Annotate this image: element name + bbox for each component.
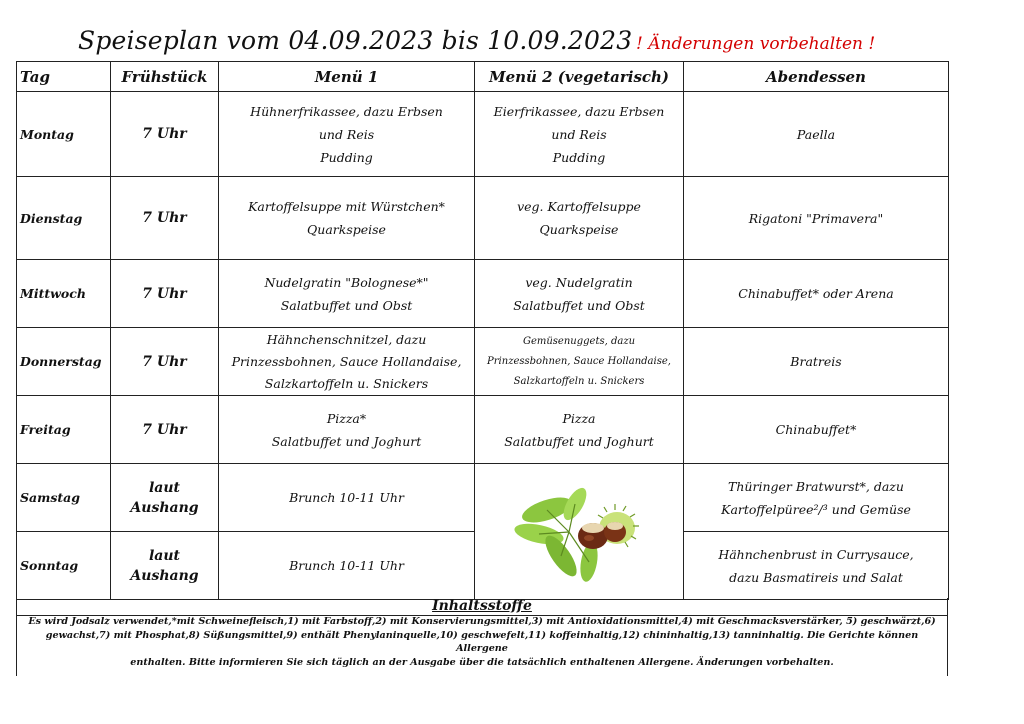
- ingredients-line: gewachst,7) mit Phosphat,8) Süßungsmittel,9) enthält Phenylaninquelle,10) geschwefelt,11) koffeinhaltig,12) chininhaltig,13) tanninhaltig. Die Gerichte können Allergene: [45, 629, 919, 654]
- menu-line: Paella: [796, 126, 836, 142]
- day-cell: Dienstag: [17, 177, 111, 260]
- dinner-cell: [684, 328, 949, 396]
- menu-line: Quarkspeise: [307, 222, 386, 237]
- menu-line: Gemüsenuggets, dazu: [522, 335, 636, 347]
- table-row: [17, 328, 949, 396]
- menu-line: Rigatoni "Primavera": [748, 210, 884, 226]
- menu-line: Nudelgratin "Bolognese*": [264, 274, 429, 290]
- table-row: [17, 464, 949, 532]
- breakfast-cell: 7 Uhr: [111, 177, 219, 260]
- chestnut-leaf-icon: [509, 482, 649, 582]
- table-header-row: [17, 62, 949, 92]
- breakfast-line: laut: [148, 479, 181, 496]
- dinner-cell: [684, 396, 949, 464]
- dinner-cell: [684, 464, 949, 532]
- menu2-cell: [475, 260, 684, 328]
- menu-line: Salatbuffet und Joghurt: [504, 433, 654, 449]
- column-header-day: Tag: [17, 62, 111, 92]
- day-cell: Sonntag: [17, 532, 111, 600]
- day-cell: Freitag: [17, 396, 111, 464]
- menu-line: Pudding: [320, 149, 373, 165]
- page-title: Speiseplan vom 04.09.2023 bis 10.09.2023: [78, 26, 633, 55]
- menu1-cell: [219, 396, 475, 464]
- menu-line: Thüringer Bratwurst*, dazu: [728, 478, 904, 494]
- menu-line: Pudding: [552, 149, 606, 165]
- day-cell: Mittwoch: [17, 260, 111, 328]
- weekend-menu2-image-cell: [475, 464, 684, 600]
- menu2-cell: [475, 396, 684, 464]
- menu1-cell: [219, 260, 475, 328]
- menu-line: Chinabuffet* oder Arena: [738, 286, 894, 301]
- table-row: [17, 177, 949, 260]
- breakfast-cell: 7 Uhr: [111, 396, 219, 464]
- breakfast-line: Aushang: [130, 567, 199, 584]
- menu-line: und Reis: [551, 126, 607, 142]
- menu-line: Prinzessbohnen, Sauce Hollandaise,: [487, 355, 671, 367]
- menu-line: Salzkartoffeln u. Snickers: [513, 375, 645, 387]
- menu-line: Salatbuffet und Obst: [280, 297, 413, 313]
- meal-plan-table: [16, 61, 949, 600]
- day-cell: Montag: [17, 92, 111, 177]
- menu-line: Bratreis: [790, 354, 842, 369]
- menu-line: Kartoffelsuppe mit Würstchen*: [248, 199, 445, 214]
- table-row: [17, 260, 949, 328]
- menu-line: Prinzessbohnen, Sauce Hollandaise,: [231, 353, 462, 369]
- menu-line: Eierfrikassee, dazu Erbsen: [493, 103, 665, 119]
- menu-line: Quarkspeise: [539, 222, 619, 237]
- menu-line: veg. Nudelgratin: [525, 274, 633, 290]
- table-row: [17, 396, 949, 464]
- menu1-cell: [219, 532, 475, 600]
- menu-line: Pizza*: [326, 410, 367, 426]
- menu2-cell: [475, 328, 684, 396]
- menu-line: Brunch 10-11 Uhr: [289, 490, 404, 505]
- day-cell: Donnerstag: [17, 328, 111, 396]
- breakfast-line: Aushang: [130, 499, 199, 516]
- menu1-cell: [219, 464, 475, 532]
- ingredients-footer: [16, 598, 948, 676]
- menu-line: Hühnerfrikassee, dazu Erbsen: [250, 103, 443, 119]
- dinner-cell: [684, 92, 949, 177]
- changes-notice: ! Änderungen vorbehalten !: [636, 34, 876, 54]
- menu1-cell: [219, 328, 475, 396]
- breakfast-cell: [111, 464, 219, 532]
- ingredients-text: [23, 615, 941, 669]
- breakfast-line: laut: [148, 547, 181, 564]
- menu-line: und Reis: [318, 126, 375, 142]
- ingredients-title: Inhaltsstoffe: [432, 598, 532, 614]
- breakfast-cell: 7 Uhr: [111, 92, 219, 177]
- menu-line: Salatbuffet und Joghurt: [271, 433, 422, 449]
- menu-line: Salzkartoffeln u. Snickers: [264, 375, 429, 391]
- column-header-dinner: Abendessen: [684, 62, 949, 92]
- column-header-menu1: Menü 1: [219, 62, 475, 92]
- breakfast-cell: 7 Uhr: [111, 328, 219, 396]
- day-cell: Samstag: [17, 464, 111, 532]
- ingredients-line: enthalten. Bitte informieren Sie sich täglich an der Ausgabe über die tatsächlich enthaltenen Allergene. Änderungen vorbehalten.: [130, 656, 834, 668]
- breakfast-cell: 7 Uhr: [111, 260, 219, 328]
- menu2-cell: [475, 177, 684, 260]
- menu2-cell: [475, 92, 684, 177]
- menu-line: Brunch 10-11 Uhr: [289, 558, 404, 573]
- ingredients-line: Es wird Jodsalz verwendet,*mit Schweinefleisch,1) mit Farbstoff,2) mit Konservierungsmittel,3) mit Antioxidationsmittel,4) mit Geschmacksverstärker, 5) geschwärzt,6): [28, 616, 936, 627]
- menu1-cell: [219, 92, 475, 177]
- column-header-menu2: Menü 2 (vegetarisch): [475, 62, 684, 92]
- menu-line: dazu Basmatireis und Salat: [729, 569, 903, 585]
- dinner-cell: [684, 177, 949, 260]
- breakfast-cell: [111, 532, 219, 600]
- menu1-cell: [219, 177, 475, 260]
- menu-line: Kartoffelpüree²/³ und Gemüse: [721, 501, 911, 517]
- chestnut-leaf-illustration: [475, 482, 683, 582]
- menu-line: Pizza: [562, 410, 596, 426]
- menu-line: veg. Kartoffelsuppe: [517, 199, 641, 214]
- column-header-breakfast: Frühstück: [111, 62, 219, 92]
- dinner-cell: [684, 260, 949, 328]
- menu-line: Hähnchenbrust in Currysauce,: [718, 546, 914, 562]
- menu-line: Chinabuffet*: [775, 422, 857, 437]
- dinner-cell: [684, 532, 949, 600]
- menu-line: Salatbuffet und Obst: [513, 297, 645, 313]
- table-row: [17, 92, 949, 177]
- menu-line: Hähnchenschnitzel, dazu: [266, 331, 427, 347]
